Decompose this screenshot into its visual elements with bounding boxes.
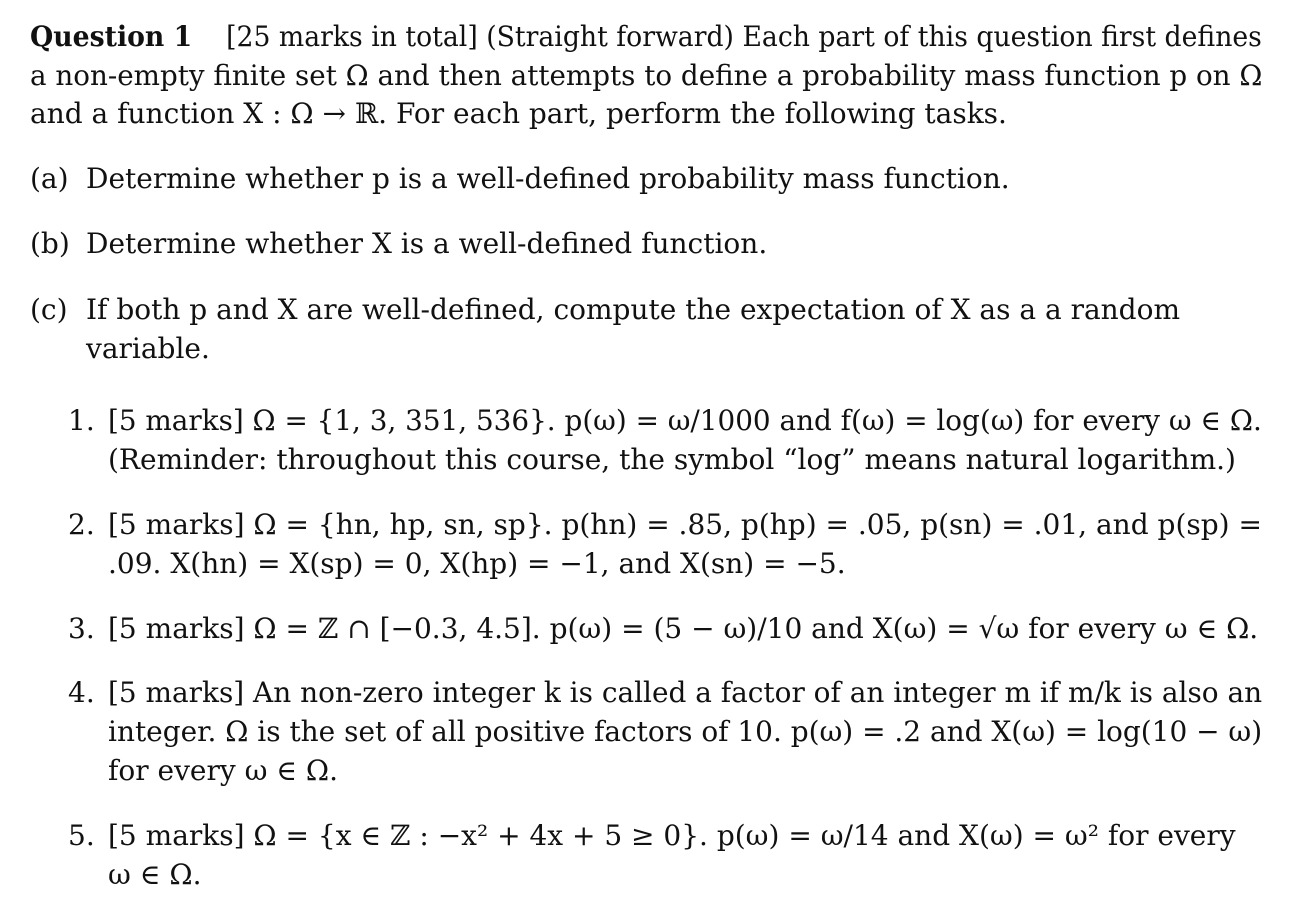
part-5-line2: ω ∈ Ω. bbox=[108, 858, 202, 891]
part-number-4: 4. bbox=[68, 676, 95, 709]
part-number-5: 5. bbox=[68, 819, 95, 852]
part-number-1: 1. bbox=[68, 404, 95, 437]
question-header bbox=[30, 18, 1262, 56]
part-4-line1: [5 marks] An non-zero integer k is called a factor of an integer m if m/k is also an bbox=[108, 676, 1263, 709]
part-4-line3: for every ω ∈ Ω. bbox=[108, 754, 339, 787]
part-2-line2: .09. X(hn) = X(sp) = 0, X(hp) = −1, and X(sn) = −5. bbox=[108, 547, 846, 580]
task-text-c-line2: variable. bbox=[86, 332, 210, 365]
intro-line-1: Each part of this question first defines bbox=[742, 20, 1262, 53]
task-label-a: (a) bbox=[30, 162, 69, 195]
intro-line-3: and a function X : Ω → ℝ. For each part, perform the following tasks. bbox=[30, 97, 1007, 130]
part-4-line2: integer. Ω is the set of all positive factors of 10. p(ω) = .2 and X(ω) = log(10 − ω) bbox=[108, 715, 1263, 748]
task-text-b: Determine whether X is a well-defined function. bbox=[86, 227, 768, 260]
question-marks: [25 marks in total] bbox=[226, 20, 478, 53]
intro-line-2: a non-empty finite set Ω and then attempts to define a probability mass function p on Ω bbox=[30, 59, 1263, 92]
task-text-c-line1: If both p and X are well-defined, compute the expectation of X as a a random bbox=[86, 293, 1181, 326]
question-heading: Question 1 bbox=[30, 20, 193, 53]
part-number-2: 2. bbox=[68, 508, 95, 541]
task-label-b: (b) bbox=[30, 227, 70, 260]
part-1-line2: (Reminder: throughout this course, the symbol “log” means natural logarithm.) bbox=[108, 443, 1236, 476]
part-1-line1: [5 marks] Ω = {1, 3, 351, 536}. p(ω) = ω/1000 and f(ω) = log(ω) for every ω ∈ Ω. bbox=[108, 404, 1262, 437]
part-3-line1: [5 marks] Ω = ℤ ∩ [−0.3, 4.5]. p(ω) = (5 − ω)/10 and X(ω) = √ω for every ω ∈ Ω. bbox=[108, 612, 1259, 645]
question-style-note: (Straight forward) bbox=[486, 20, 734, 53]
task-label-c: (c) bbox=[30, 293, 68, 326]
part-5-line1: [5 marks] Ω = {x ∈ ℤ : −x² + 4x + 5 ≥ 0}. p(ω) = ω/14 and X(ω) = ω² for every bbox=[108, 819, 1236, 852]
task-text-a: Determine whether p is a well-defined probability mass function. bbox=[86, 162, 1010, 195]
part-2-line1: [5 marks] Ω = {hn, hp, sn, sp}. p(hn) = .85, p(hp) = .05, p(sn) = .01, and p(sp) = bbox=[108, 508, 1262, 541]
part-number-3: 3. bbox=[68, 612, 95, 645]
